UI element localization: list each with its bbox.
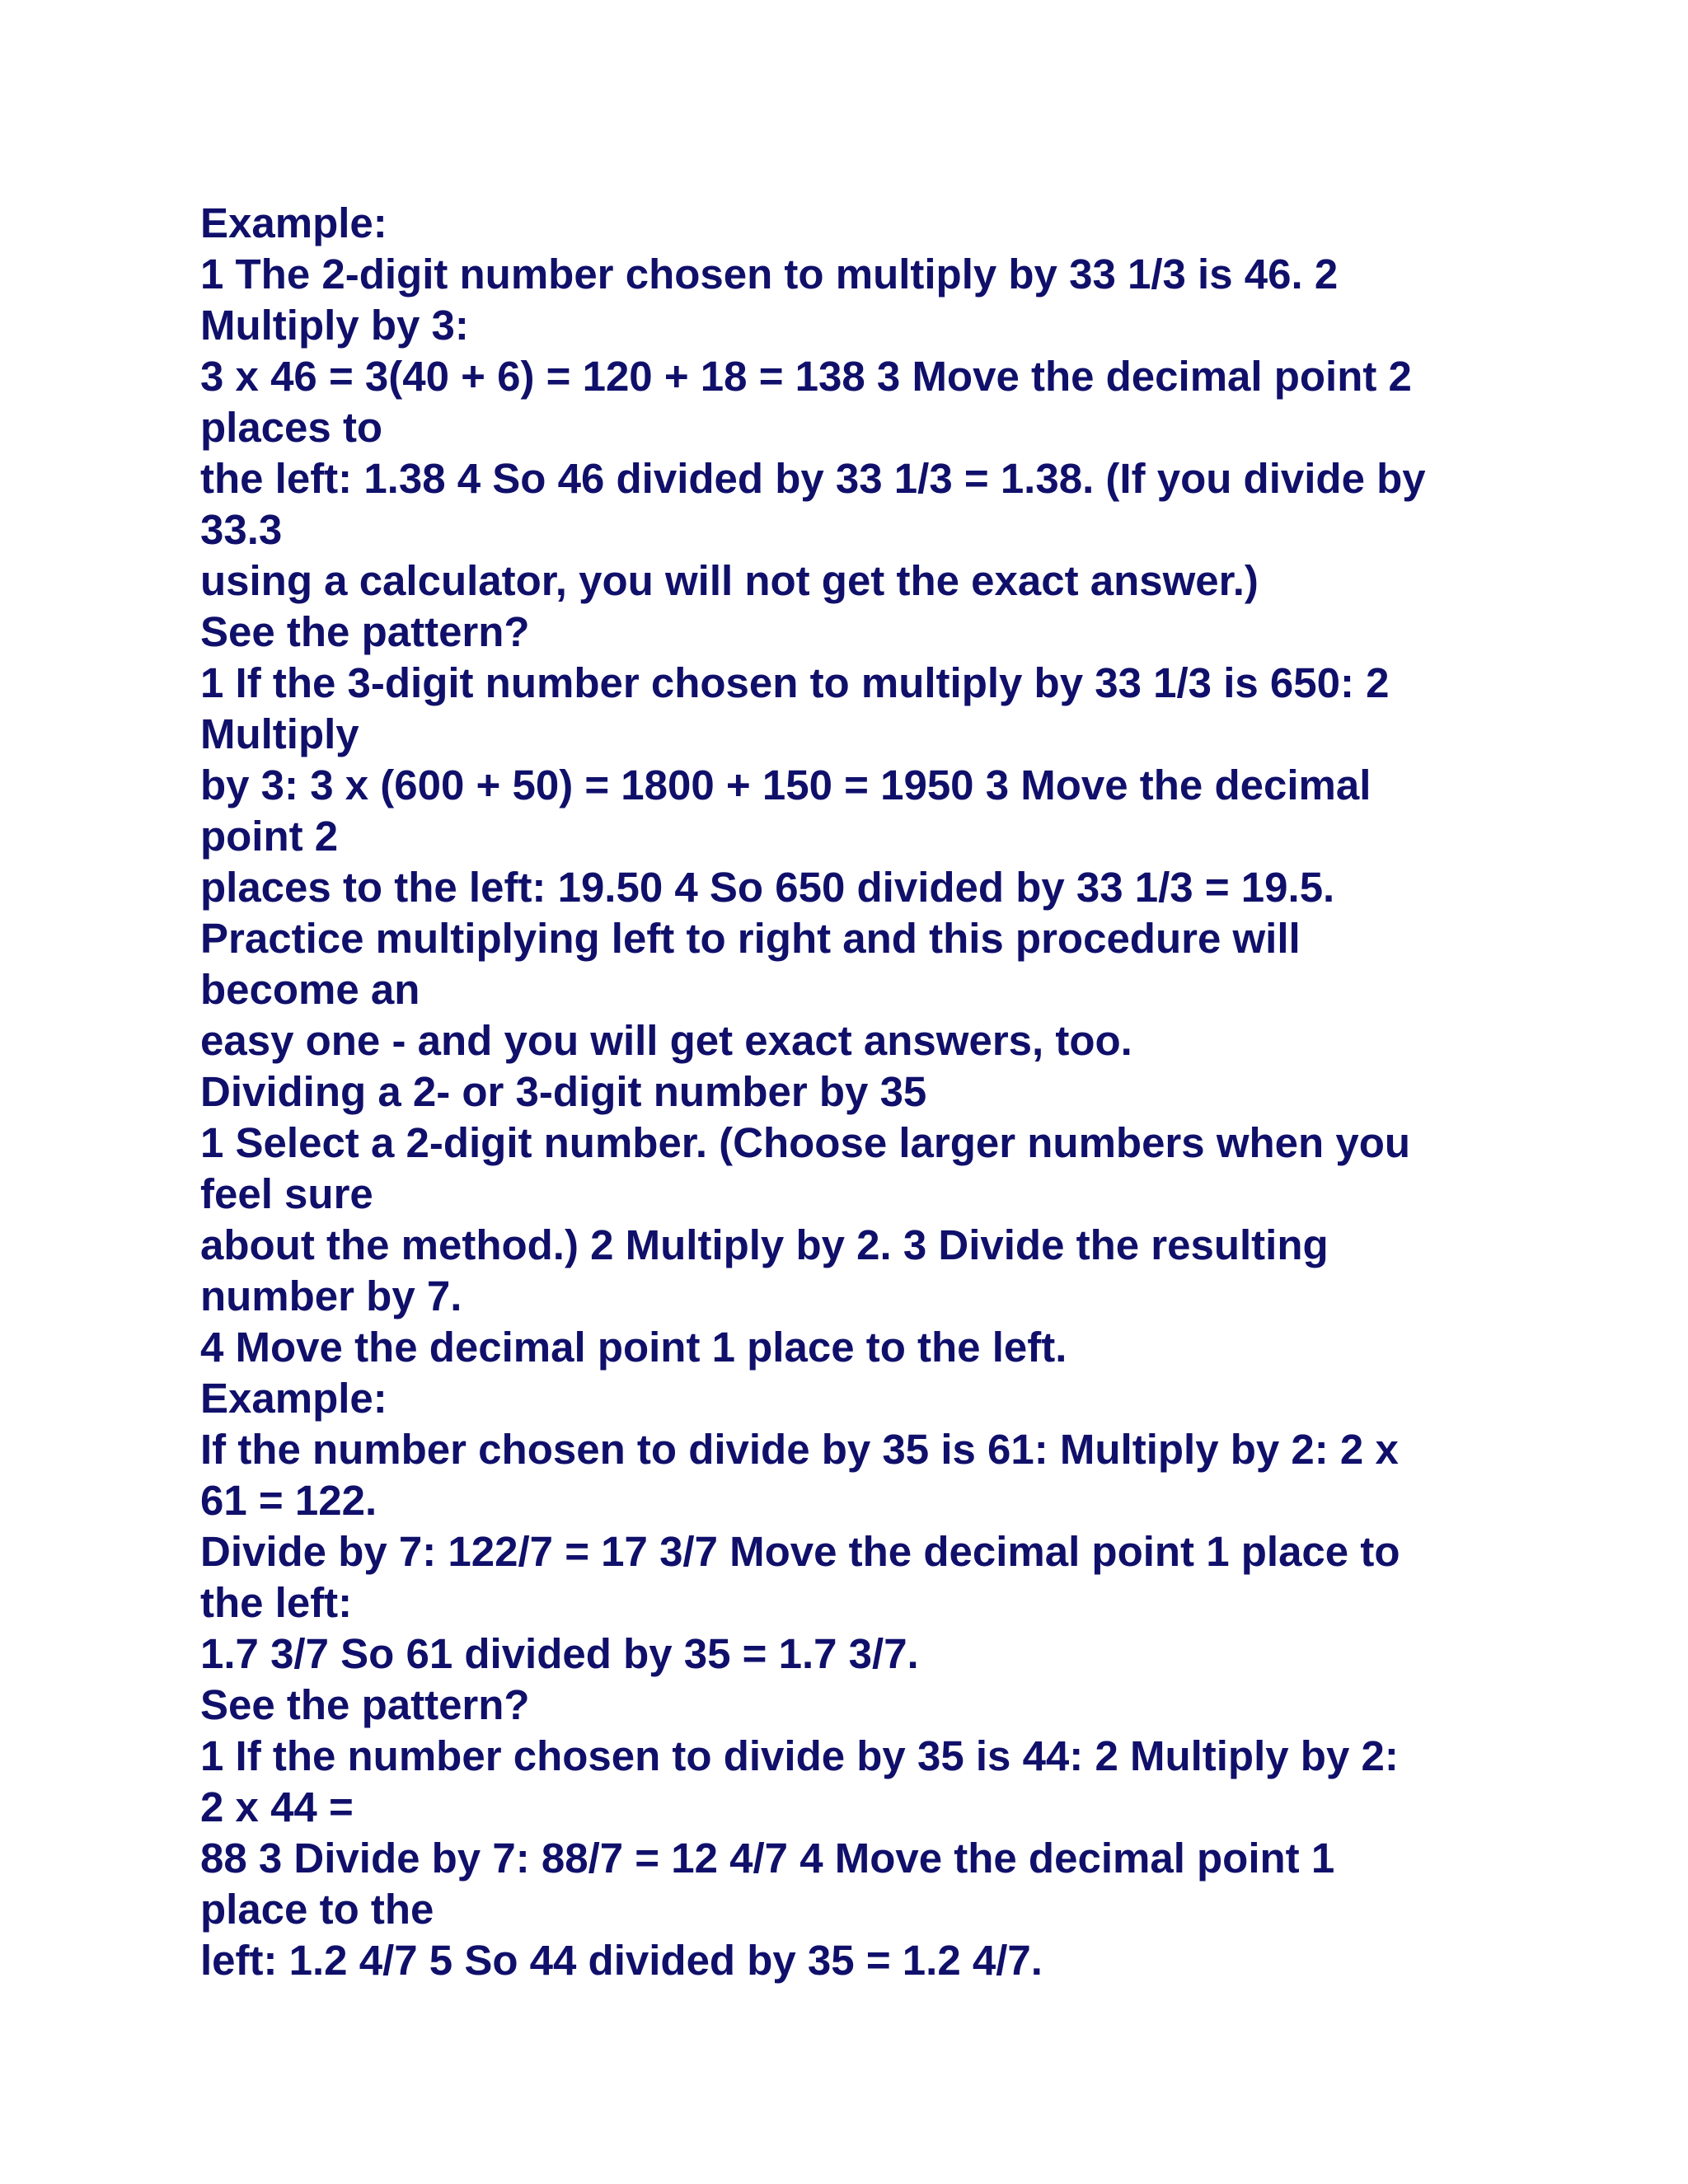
text-line: See the pattern? <box>200 608 530 655</box>
text-line: about the method.) 2 Multiply by 2. 3 Divide the resulting <box>200 1221 1329 1268</box>
text-line: 88 3 Divide by 7: 88/7 = 12 4/7 4 Move the decimal point 1 <box>200 1835 1335 1882</box>
text-line: 1 If the number chosen to divide by 35 is 44: 2 Multiply by 2: <box>200 1732 1399 1779</box>
text-line: Practice multiplying left to right and this procedure will <box>200 915 1301 962</box>
text-line: Example: <box>200 1375 387 1422</box>
text-line: number by 7. <box>200 1272 462 1319</box>
text-line: Example: <box>200 199 387 246</box>
text-line: by 3: 3 x (600 + 50) = 1800 + 150 = 1950 3 Move the decimal <box>200 762 1372 808</box>
text-line: Multiply by 3: <box>200 302 469 349</box>
text-line: easy one - and you will get exact answers, too. <box>200 1017 1132 1064</box>
text-line: using a calculator, you will not get the exact answer.) <box>200 557 1259 604</box>
text-line: the left: <box>200 1579 353 1626</box>
text-line: 1 Select a 2-digit number. (Choose larger numbers when you <box>200 1119 1410 1166</box>
text-line: 1 If the 3-digit number chosen to multiply by 33 1/3 is 650: 2 <box>200 659 1390 706</box>
text-line: 1 The 2-digit number chosen to multiply by 33 1/3 is 46. 2 <box>200 251 1339 298</box>
text-line: 3 x 46 = 3(40 + 6) = 120 + 18 = 138 3 Move the decimal point 2 <box>200 353 1412 400</box>
text-line: places to <box>200 404 383 451</box>
text-line: point 2 <box>200 813 339 860</box>
text-line: 61 = 122. <box>200 1477 377 1524</box>
text-line: 33.3 <box>200 506 283 553</box>
text-line: If the number chosen to divide by 35 is 61: Multiply by 2: 2 x <box>200 1426 1399 1473</box>
text-line: 2 x 44 = <box>200 1783 354 1830</box>
text-line: place to the <box>200 1886 434 1933</box>
text-line: See the pattern? <box>200 1681 530 1728</box>
text-line: Multiply <box>200 710 359 757</box>
text-line: the left: 1.38 4 So 46 divided by 33 1/3 = 1.38. (If you divide by <box>200 455 1426 502</box>
text-line: Divide by 7: 122/7 = 17 3/7 Move the decimal point 1 place to <box>200 1528 1400 1575</box>
text-line: 4 Move the decimal point 1 place to the left. <box>200 1324 1067 1371</box>
text-line: Dividing a 2- or 3-digit number by 35 <box>200 1068 927 1115</box>
text-line: become an <box>200 966 420 1013</box>
text-line: places to the left: 19.50 4 So 650 divided by 33 1/3 = 19.5. <box>200 864 1335 911</box>
text-line: left: 1.2 4/7 5 So 44 divided by 35 = 1.2 4/7. <box>200 1937 1043 1984</box>
text-line: feel sure <box>200 1170 373 1217</box>
text-line: 1.7 3/7 So 61 divided by 35 = 1.7 3/7. <box>200 1630 919 1677</box>
document-text-block <box>200 198 1519 1986</box>
